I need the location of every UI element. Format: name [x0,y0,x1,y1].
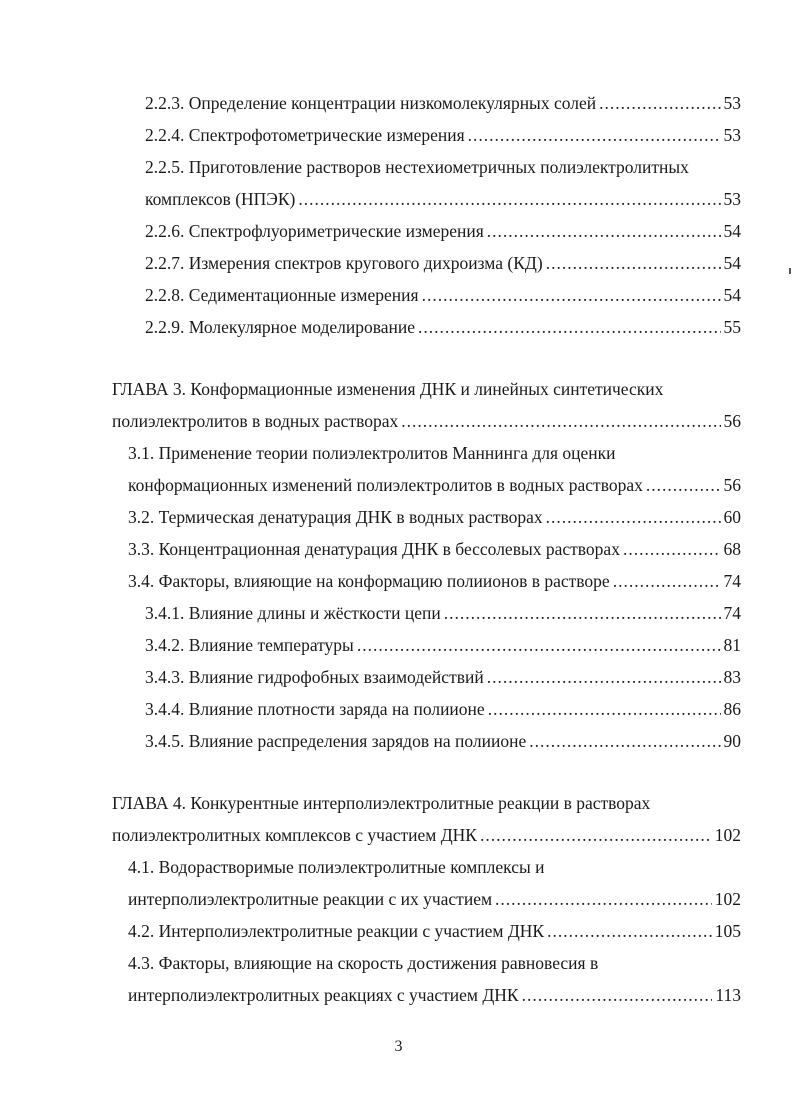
toc-leader-dots [488,698,721,720]
toc-entry-text: интерполиэлектролитные реакции с их участием [128,889,493,909]
toc-page-number: 90 [723,731,741,751]
toc-entry-text: интерполиэлектролитных реакциях с участием ДНК [128,985,519,1005]
toc-chapter-4-line2[interactable] [112,824,741,846]
toc-entry-text: 4.3. Факторы, влияющие на скорость достижения равновесия в [128,953,599,973]
toc-leader-dots [480,824,712,846]
toc-chapter-text: полиэлектролитных комплексов с участием ДНК [112,825,477,845]
scan-speck [789,268,791,274]
toc-entry-text: 3.4.1. Влияние длины и жёсткости цепи [145,603,441,623]
toc-entry-text: 2.2.8. Седиментационные измерения [145,285,419,305]
toc-chapter-4-line1[interactable] [112,792,741,814]
toc-chapter-text: полиэлектролитов в водных растворах [112,411,399,431]
toc-page-number: 102 [714,889,741,909]
toc-entry-text: 3.2. Термическая денатурация ДНК в водных растворах [128,507,543,527]
toc-entry-text: 2.2.6. Спектрофлуориметрические измерения [145,221,484,241]
toc-entry-3-4[interactable] [128,570,741,592]
toc-entry-2-2-8[interactable] [145,284,741,306]
toc-entry-text: 3.4.4. Влияние плотности заряда на полиионе [145,699,485,719]
toc-entry-4-3-line2[interactable] [128,984,741,1006]
toc-entry-text: 4.2. Интерполиэлектролитные реакции с участием ДНК [128,921,545,941]
toc-entry-4-1-line2[interactable] [128,888,741,910]
toc-entry-text: 4.1. Водорастворимые полиэлектролитные комплексы и [128,857,545,877]
toc-entry-3-1-line2[interactable] [128,474,741,496]
toc-entry-2-2-4[interactable] [145,124,741,146]
toc-page-number: 113 [715,985,741,1005]
toc-page-number: 105 [714,921,741,941]
toc-leader-dots [444,602,721,624]
toc-chapter-text: ГЛАВА 3. Конформационные изменения ДНК и линейных синтетических [112,379,664,399]
toc-entry-2-2-3[interactable] [145,92,741,114]
toc-chapter-3-line2[interactable] [112,410,741,432]
toc-leader-dots [357,634,721,656]
toc-leader-dots [599,92,720,114]
toc-leader-dots [495,888,712,910]
toc-leader-dots [298,188,720,210]
toc-leader-dots [546,506,721,528]
toc-chapter-text: ГЛАВА 4. Конкурентные интерполиэлектролитные реакции в растворах [112,793,651,813]
toc-entry-2-2-9[interactable] [145,316,741,338]
toc-entry-text: 2.2.4. Спектрофотометрические измерения [145,125,465,145]
toc-entry-text: конформационных изменений полиэлектролитов в водных растворах [128,475,643,495]
toc-entry-text: 2.2.7. Измерения спектров кругового дихроизма (КД) [145,253,543,273]
toc-page-number: 56 [723,411,741,431]
toc-leader-dots [422,284,721,306]
toc-chapter-3-line1[interactable] [112,378,741,400]
toc-entry-text: 2.2.9. Молекулярное моделирование [145,317,416,337]
toc-page-number: 54 [723,285,741,305]
toc-page-number: 74 [723,603,741,623]
toc-entry-2-2-5-line2[interactable] [145,188,741,210]
toc-leader-dots [623,538,721,560]
toc-page-number: 55 [723,317,741,337]
toc-page-number: 53 [723,125,741,145]
toc-entry-3-4-1[interactable] [145,602,741,624]
toc-page-number: 83 [723,667,741,687]
toc-entry-text: 3.4.5. Влияние распределения зарядов на полиионе [145,731,527,751]
toc-page-number: 53 [723,93,741,113]
toc-entry-text: 3.4. Факторы, влияющие на конформацию полиионов в растворе [128,571,610,591]
toc-leader-dots [613,570,721,592]
toc-page-number: 68 [723,539,741,559]
toc-page-number: 86 [723,699,741,719]
toc-entry-2-2-6[interactable] [145,220,741,242]
toc-leader-dots [546,252,721,274]
toc-page-number: 74 [723,571,741,591]
toc-leader-dots [418,316,720,338]
toc-entry-4-2[interactable] [128,920,741,942]
toc-entry-3-4-4[interactable] [145,698,741,720]
toc-page-number: 102 [714,825,741,845]
toc-entry-text: 3.4.2. Влияние температуры [145,635,354,655]
toc-page-number: 56 [723,475,741,495]
toc-entry-3-4-3[interactable] [145,666,741,688]
toc-page-number: 54 [723,253,741,273]
toc-entry-text: 3.1. Применение теории полиэлектролитов Маннинга для оценки [128,443,616,463]
toc-entry-3-1-line1[interactable] [128,442,741,464]
toc-page-number: 81 [723,635,741,655]
toc-entry-2-2-7[interactable] [145,252,741,274]
toc-entry-3-3[interactable] [128,538,741,560]
toc-entry-4-3-line1[interactable] [128,952,741,974]
toc-entry-text: 3.3. Концентрационная денатурация ДНК в бессолевых растворах [128,539,620,559]
toc-entry-3-4-2[interactable] [145,634,741,656]
toc-page-number: 60 [723,507,741,527]
toc-entry-text: 2.2.3. Определение концентрации низкомолекулярных солей [145,93,597,113]
toc-entry-4-1-line1[interactable] [128,856,741,878]
toc-page-number: 54 [723,221,741,241]
toc-leader-dots [646,474,721,496]
toc-leader-dots [529,730,720,752]
toc-page-number: 53 [723,189,741,209]
toc-entry-2-2-5-line1[interactable] [145,156,741,178]
toc-entry-text: 2.2.5. Приготовление растворов нестехиометричных полиэлектролитных [145,157,689,177]
toc-leader-dots [547,920,712,942]
toc-leader-dots [468,124,721,146]
toc-entry-text: 3.4.3. Влияние гидрофобных взаимодействий [145,667,484,687]
toc-leader-dots [401,410,720,432]
toc-entry-text: комплексов (НПЭК) [145,189,296,209]
toc-leader-dots [487,220,721,242]
toc-entry-3-2[interactable] [128,506,741,528]
toc-entry-3-4-5[interactable] [145,730,741,752]
toc-leader-dots [522,984,713,1006]
page-number-footer: 3 [394,1038,403,1055]
toc-leader-dots [487,666,721,688]
